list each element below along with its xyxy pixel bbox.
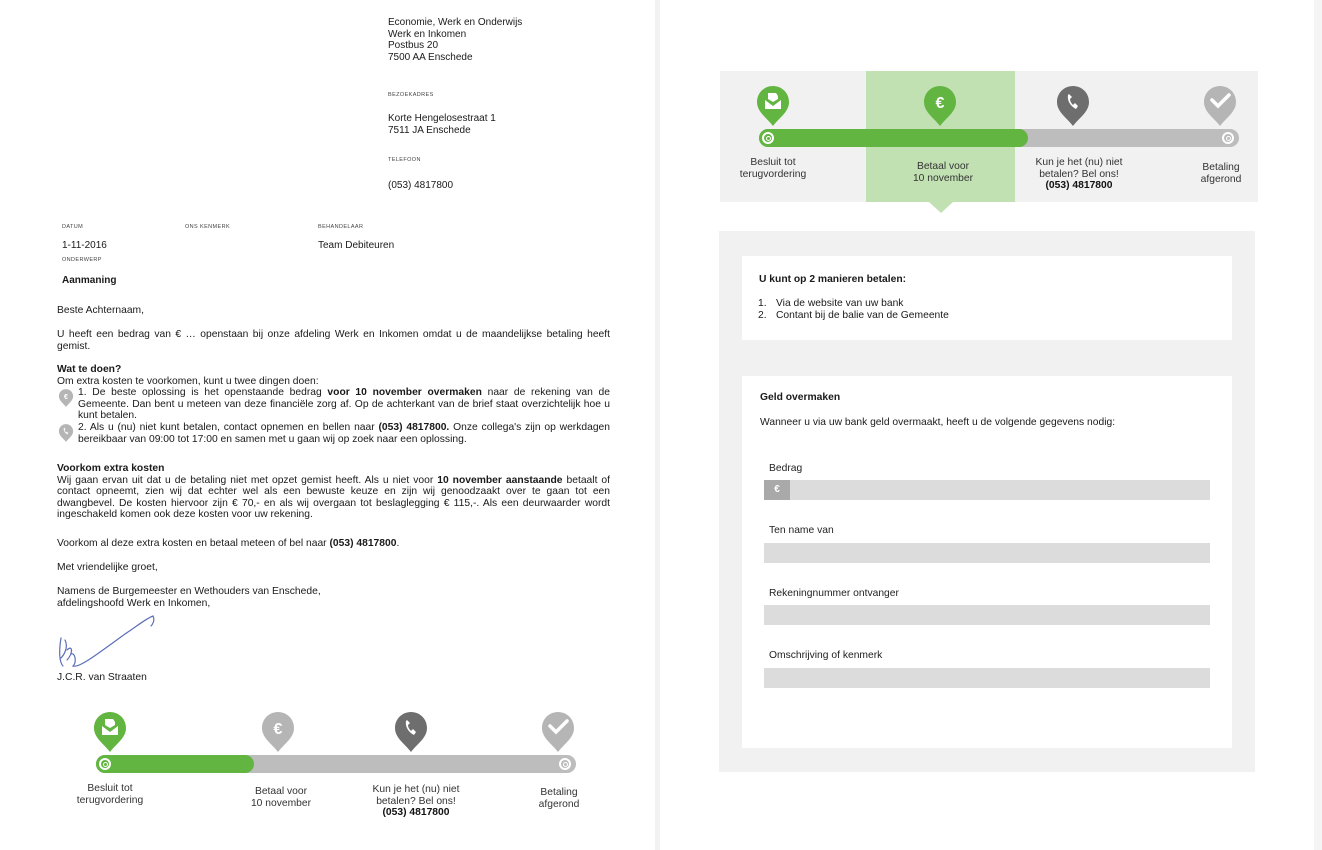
progress-start-marker — [99, 758, 111, 770]
check-icon — [540, 710, 576, 754]
subject-label: ONDERWERP — [62, 257, 102, 263]
signature-image — [55, 610, 165, 672]
svg-text:€: € — [935, 95, 945, 112]
closing-text: . — [396, 538, 400, 549]
step-label-done — [499, 787, 619, 810]
phone-icon — [58, 423, 74, 443]
what-to-do-heading: Wat te doen? — [57, 364, 122, 375]
sender-line: 7500 AA Enschede — [388, 51, 473, 63]
extra-costs-section — [57, 463, 610, 521]
svg-text:€: € — [64, 393, 68, 402]
payment-methods-title: U kunt op 2 manieren betalen: — [759, 274, 907, 285]
euro-prefix-icon: € — [764, 480, 790, 500]
amount-field[interactable] — [764, 480, 1210, 500]
check-icon — [1202, 84, 1238, 128]
closing-text: Voorkom al deze extra kosten en betaal meteen of bel naar — [57, 538, 330, 549]
visit-address-label: BEZOEKADRES — [388, 92, 434, 98]
visit-address — [388, 113, 496, 136]
handler-value: Team Debiteuren — [318, 240, 395, 251]
amount-label: Bedrag — [769, 463, 803, 474]
option-item — [57, 422, 610, 445]
closing-line — [57, 538, 610, 550]
bank-transfer-intro: Wanneer u via uw bank geld overmaakt, heeft u de volgende gegevens nodig: — [760, 417, 1116, 428]
step-line: 10 november — [250, 797, 312, 809]
option-item — [57, 387, 610, 422]
greeting: Met vriendelijke groet, — [57, 562, 158, 573]
euro-icon — [260, 710, 296, 754]
letter-icon — [755, 84, 791, 128]
progress-end-marker — [559, 758, 571, 770]
step-line: afgerond — [538, 798, 580, 810]
sender-address — [388, 17, 522, 63]
step-line: Kun je het (nu) niet — [372, 784, 460, 795]
list-number: 1. — [758, 298, 767, 309]
euro-icon — [922, 84, 958, 128]
payment-method-text: Via de website van uw bank — [776, 298, 904, 309]
step-line: 10 november — [912, 172, 974, 184]
step-line: Besluit tot — [87, 783, 133, 794]
step-label-call — [356, 784, 476, 819]
extra-costs-paragraph — [57, 475, 610, 521]
extra-costs-heading: Voorkom extra kosten — [57, 463, 165, 474]
phone-label: TELEFOON — [388, 157, 421, 163]
visit-line: 7511 JA Enschede — [388, 124, 471, 136]
signatory-name: J.C.R. van Straaten — [57, 672, 147, 683]
signoff-line: Namens de Burgemeester en Wethouders van Enschede, — [57, 586, 321, 597]
payment-method-item — [756, 298, 949, 310]
step-line: Kun je het (nu) niet — [1035, 157, 1123, 168]
sender-line: Economie, Werk en Onderwijs — [388, 17, 523, 28]
progress-fill — [96, 755, 254, 773]
extra-costs-text: betaalt of contact opneemt, zien wij dat echter wel als een bewuste keuze en zijn wij genoodzaakt over te gaan tot een dwangbevel. De kosten hiervoor zijn € 70,- en als wij overgaan tot beslaglegging € 115,-. Als een deurwaarder wordt ingeschakeld komen ook deze kosten voor uw rekening. — [57, 474, 610, 521]
payment-methods-card — [742, 256, 1232, 340]
closing-phone: (053) 4817800 — [329, 538, 397, 549]
step-line: terugvordering — [76, 794, 144, 806]
option-emphasis: voor 10 november overmaken — [327, 387, 482, 399]
what-to-do-section — [57, 364, 610, 445]
handler-label: BEHANDELAAR — [318, 224, 364, 230]
step-line: Betaling — [1202, 162, 1240, 173]
subject-value: Aanmaning — [62, 275, 117, 286]
phone-icon — [1055, 84, 1091, 128]
extra-costs-emphasis: 10 november aanstaande — [437, 474, 563, 486]
active-step-pointer — [929, 202, 953, 213]
step-label-pay — [883, 161, 1003, 184]
option-text: 2. Als u (nu) niet kunt betalen, contact opnemen en bellen naar — [78, 421, 379, 433]
description-label: Omschrijving of kenmerk — [769, 650, 883, 661]
progress-end-marker — [1222, 132, 1234, 144]
account-number-label: Rekeningnummer ontvanger — [769, 588, 899, 599]
step-line: betalen? Bel ons! — [376, 795, 456, 807]
step-phone: (053) 4817800 — [382, 807, 450, 818]
signoff — [57, 586, 610, 609]
intro-paragraph: U heeft een bedrag van € … openstaan bij onze afdeling Werk en Inkomen omdat u de maandelijkse betaling heeft gemist. — [57, 329, 610, 352]
step-line: Betaal voor — [916, 161, 970, 172]
payment-method-text: Contant bij de balie van de Gemeente — [776, 310, 949, 321]
step-line: Betaling — [540, 787, 578, 798]
sender-line: Werk en Inkomen — [388, 28, 467, 40]
payment-method-item — [756, 310, 949, 322]
euro-icon — [58, 388, 74, 408]
date-value: 1-11-2016 — [62, 240, 107, 251]
step-phone: (053) 4817800 — [1045, 180, 1113, 191]
option-text: naar de rekening van de Gemeente. Dan bent u meteen van deze financiële zorg af. Op de achterkant van de brief staat overzichtelijk hoe u kunt betalen. — [78, 387, 611, 422]
step-label-pay — [221, 786, 341, 809]
option-emphasis: (053) 4817800. — [378, 421, 450, 433]
account-number-field[interactable] — [764, 605, 1210, 625]
date-label: DATUM — [62, 224, 84, 230]
description-field[interactable] — [764, 668, 1210, 688]
recipient-name-label: Ten name van — [769, 525, 834, 536]
step-line: Besluit tot — [750, 157, 796, 168]
bank-transfer-title: Geld overmaken — [760, 392, 841, 403]
recipient-name-field[interactable] — [764, 543, 1210, 563]
progress-start-marker — [762, 132, 774, 144]
step-label-done — [1161, 162, 1281, 185]
reference-label: ONS KENMERK — [185, 224, 231, 230]
svg-text:€: € — [273, 721, 283, 738]
progress-fill — [759, 129, 1028, 147]
step-label-decision — [713, 157, 833, 180]
step-label-decision — [50, 783, 170, 806]
option-text: 1. De beste oplossing is het openstaande bedrag — [78, 387, 328, 399]
what-to-do-lead: Om extra kosten te voorkomen, kunt u twee dingen doen: — [57, 375, 319, 387]
signoff-line: afdelingshoofd Werk en Inkomen, — [57, 597, 211, 609]
sender-line: Postbus 20 — [388, 40, 439, 51]
step-line: afgerond — [1200, 173, 1242, 185]
salutation: Beste Achternaam, — [57, 305, 145, 316]
step-line: terugvordering — [739, 168, 807, 180]
step-line: betalen? Bel ons! — [1039, 168, 1119, 180]
payment-methods-list — [756, 298, 949, 322]
step-label-call — [1019, 157, 1139, 192]
phone-icon — [393, 710, 429, 754]
phone-number: (053) 4817800 — [388, 180, 454, 191]
visit-line: Korte Hengelosestraat 1 — [388, 113, 496, 124]
list-number: 2. — [758, 310, 767, 321]
page-edge — [1314, 0, 1322, 850]
extra-costs-text: Wij gaan ervan uit dat u de betaling niet met opzet gemist heeft. Als u niet voor — [57, 474, 438, 486]
option-text: Onze collega's zijn op werkdagen bereikbaar van 09:00 tot 17:00 en samen met u gaan wij op zoek naar een oplossing. — [78, 421, 611, 445]
letter-icon — [92, 710, 128, 754]
step-line: Betaal voor — [254, 786, 308, 797]
